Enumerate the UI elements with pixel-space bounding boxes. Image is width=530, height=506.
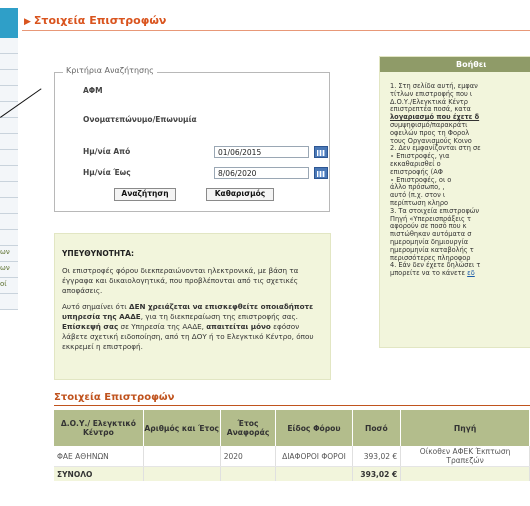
sidebar-item[interactable] xyxy=(0,134,18,150)
total-label: ΣΥΝΟΛΟ xyxy=(54,467,143,482)
page-title xyxy=(24,14,166,27)
cell-number xyxy=(143,446,220,467)
clear-button[interactable]: Καθαρισμός xyxy=(206,188,274,201)
disclaimer-para2: Αυτό σημαίνει ότι ΔΕΝ χρειάζεται να επισκεφθείτε οποιαδήποτε υπηρεσία της ΑΑΔΕ, για τη διεκπεραίωση της επιστροφής σας. Επίσκεψή σας σε Υπηρεσία της ΑΑΔΕ, απαιτείται μόνο εφόσον λάβετε σχετική ειδοποίηση, από τη ΔΟΥ ή το Ελεγκτικό Κέντρο, όπου εκκρεμεί η επιστροφή. xyxy=(62,302,314,351)
column-header[interactable]: Αριθμός και Έτος xyxy=(143,410,220,446)
help-header: Βοήθει xyxy=(380,57,530,72)
sidebar-item[interactable] xyxy=(0,118,18,134)
cell-doy: ΦΑΕ ΑΘΗΝΩΝ xyxy=(54,446,143,467)
sidebar-item[interactable] xyxy=(0,150,18,166)
total-value: 393,02 € xyxy=(352,467,401,482)
help-link[interactable]: εδ xyxy=(467,269,475,278)
cell-tax-type: ΔΙΑΦΟΡΟΙ ΦΟΡΟΙ xyxy=(276,446,352,467)
help-text: 1. Στη σελίδα αυτή, εμφαν τίτλων επιστροφής που ι Δ.Ο.Υ./Ελεγκτικά Κέντρ επιστρεπτέα ποσά, κατα λογαριασμό που έχετε δ συμψηφισμό/παρακράτι οφειλών προς τη Φορολ τους Οργανισμούς Κοινο 2. Δεν εμφανίζονται στη σε ∘ Επιστροφές, για εκκαθαρισθεί ο επιστροφής (ΑΦ ∘ Επιστροφές, οι ο άλλο πρόσωπο, , αυτό (π.χ. στον ι περίπτωση κληρο 3. Τα στοιχεία επιστροφών Πηγή «Υπερεισπράξεις τ αφορούν σε ποσό που κ πιστώθηκαν αυτόματα σ ημερομηνία δημιουργία ημερομηνία καταβολής τ περισσότερες πληροφορ 4. Εάν δεν έχετε δηλώσει τ μπορείτε να το κάνετε εδ xyxy=(390,82,481,278)
calendar-icon[interactable] xyxy=(314,167,328,179)
search-legend: Κριτήρια Αναζήτησης xyxy=(63,66,157,75)
name-label: Ονοματεπώνυμο/Επωνυμία xyxy=(83,115,197,124)
total-row xyxy=(54,467,530,482)
column-header[interactable]: Πηγή xyxy=(401,410,530,446)
title-divider xyxy=(22,30,530,31)
results-title: Στοιχεία Επιστροφών xyxy=(54,392,175,403)
sidebar-item[interactable] xyxy=(0,214,18,230)
search-button[interactable]: Αναζήτηση xyxy=(114,188,176,201)
cell-amount: 393,02 € xyxy=(352,446,401,467)
triangle-right-icon: ▶ xyxy=(24,17,31,27)
column-header[interactable]: Δ.Ο.Υ./ Ελεγκτικό Κέντρο xyxy=(54,410,143,446)
page-title-text: Στοιχεία Επιστροφών xyxy=(33,14,167,27)
sidebar-item[interactable] xyxy=(0,262,18,278)
sidebar-item[interactable] xyxy=(0,38,18,54)
table-row xyxy=(54,446,530,467)
sidebar-item-label: ων xyxy=(0,248,10,256)
sidebar xyxy=(0,0,18,506)
sidebar-item[interactable] xyxy=(0,278,18,294)
results-divider xyxy=(54,405,530,406)
sidebar-item[interactable] xyxy=(0,86,18,102)
sidebar-item[interactable] xyxy=(0,54,18,70)
sidebar-item-label: οί xyxy=(0,280,7,288)
disclaimer-box xyxy=(54,233,331,380)
sidebar-item[interactable] xyxy=(0,166,18,182)
results-table xyxy=(54,410,530,481)
date-to-input[interactable]: 8/06/2020 xyxy=(214,167,309,179)
date-from-input[interactable]: 01/06/2015 xyxy=(214,146,309,158)
column-header[interactable]: Ποσό xyxy=(352,410,401,446)
sidebar-item[interactable] xyxy=(0,70,18,86)
help-panel xyxy=(379,56,530,348)
sidebar-item[interactable] xyxy=(0,230,18,246)
sidebar-item-label: ων xyxy=(0,264,10,272)
sidebar-item[interactable] xyxy=(0,182,18,198)
sidebar-item[interactable] xyxy=(0,198,18,214)
sidebar-item[interactable] xyxy=(0,246,18,262)
afm-label: ΑΦΜ xyxy=(83,86,103,95)
disclaimer-para1: Οι επιστροφές φόρου διεκπεραιώνονται ηλεκτρονικά, με βάση τα έγγραφα και δικαιολογητικά, που προβλέπονται από τις σχετικές αποφάσεις. xyxy=(62,266,299,295)
date-from-label: Ημ/νία Από xyxy=(83,147,131,156)
sidebar-active-item[interactable] xyxy=(0,8,18,38)
search-criteria-box xyxy=(54,66,330,212)
cell-year: 2020 xyxy=(220,446,276,467)
disclaimer-heading: ΥΠΕΥΘΥΝΟΤΗΤΑ: xyxy=(62,249,135,258)
cell-source: Οίκοθεν ΑΦΕΚ Έκπτωση Τραπεζών xyxy=(401,446,530,467)
column-header[interactable]: Είδος Φόρου xyxy=(276,410,352,446)
column-header[interactable]: Έτος Αναφοράς xyxy=(220,410,276,446)
calendar-icon[interactable] xyxy=(314,146,328,158)
sidebar-item[interactable] xyxy=(0,294,18,310)
date-to-label: Ημ/νία Έως xyxy=(83,168,131,177)
